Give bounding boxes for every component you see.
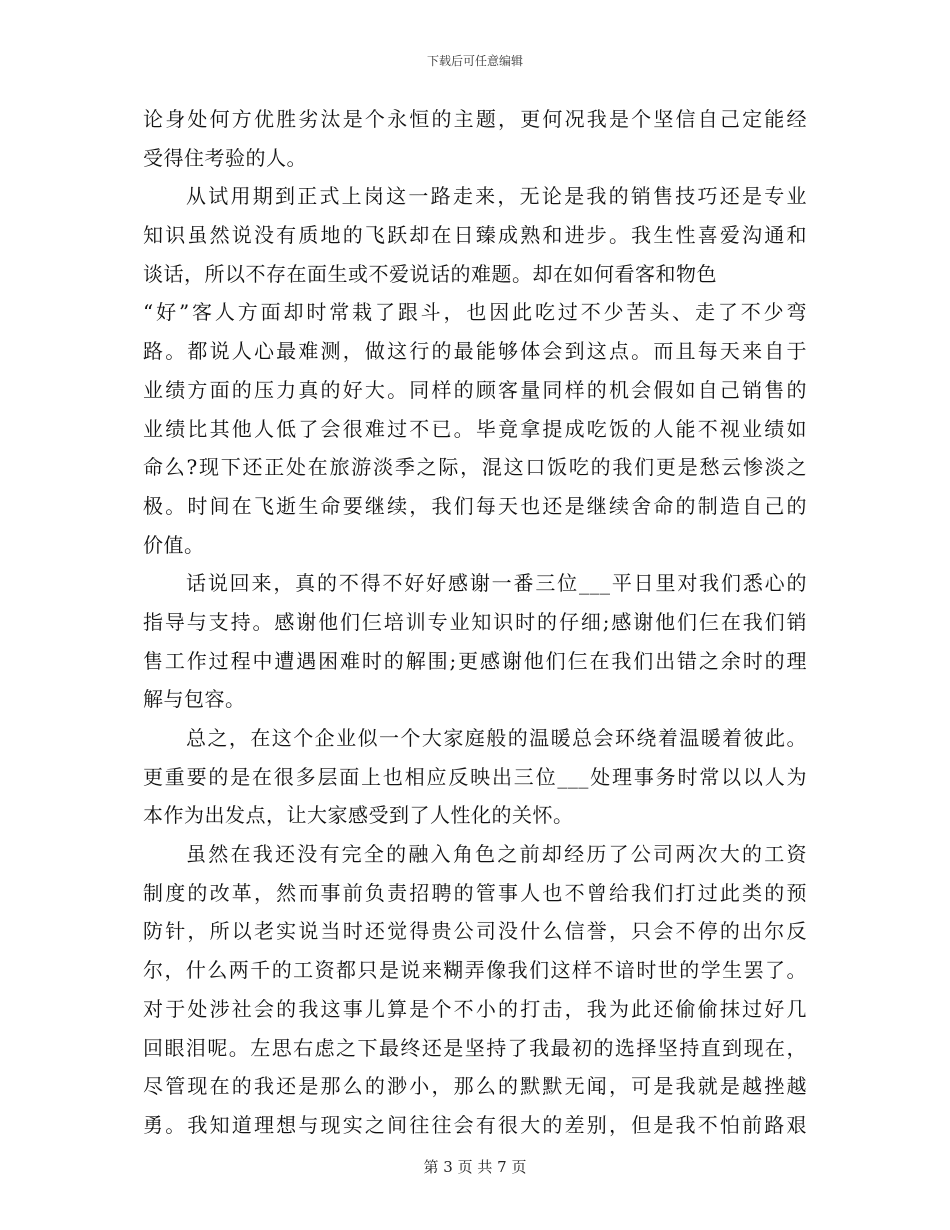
text-line: 知识虽然说没有质地的飞跃却在日臻成熟和进步。我生性喜爱沟通和 — [143, 223, 807, 248]
text-line: 虽然在我还没有完全的融入角色之前却经历了公司两次大的工资 — [186, 842, 807, 867]
text-line: 回眼泪呢。左思右虑之下最终还是坚持了我最初的选择坚持直到现在， — [143, 1035, 807, 1060]
text-line: 更重要的是在很多层面上也相应反映出三位___处理事务时常以以人为 — [143, 764, 807, 789]
text-line: 总之，在这个企业似一个大家庭般的温暖总会环绕着温暖着彼此。 — [186, 726, 807, 750]
text-line: 话说回来，真的不得不好好感谢一番三位___平日里对我们悉心的 — [186, 571, 807, 596]
text-line: 路。都说人心最难测，做这行的最能够体会到这点。而且每天来自于 — [143, 339, 807, 364]
text-line: 勇。我知道理想与现实之间往往会有很大的差别，但是我不怕前路艰 — [143, 1112, 807, 1137]
text-line: 制度的改革，然而事前负责招聘的管事人也不曾给我们打过此类的预 — [143, 880, 807, 905]
text-line: 对于处涉社会的我这事儿算是个不小的打击，我为此还偷偷抹过好几 — [143, 996, 807, 1021]
text-line: 从试用期到正式上岗这一路走来，无论是我的销售技巧还是专业 — [186, 184, 807, 209]
text-line: 售工作过程中遭遇困难时的解围;更感谢他们仨在我们出错之余时的理 — [143, 648, 807, 673]
text-line: 命么?现下还正处在旅游淡季之际，混这口饭吃的我们更是愁云惨淡之 — [143, 455, 807, 480]
page-footer: 第 3 页 共 7 页 — [423, 1158, 527, 1176]
text-line: 尔，什么两千的工资都只是说来糊弄像我们这样不谙时世的学生罢了。 — [143, 958, 807, 983]
page-header: 下载后可任意编辑 — [426, 54, 523, 68]
text-line: 论身处何方优胜劣汰是个永恒的主题，更何况我是个坚信自己定能经 — [143, 107, 807, 131]
text-line: 业绩方面的压力真的好大。同样的顾客量同样的机会假如自己销售的 — [143, 377, 807, 402]
document-body — [143, 100, 807, 1145]
text-line: 本作为出发点，让大家感受到了人性化的关怀。 — [143, 803, 574, 828]
text-line: 受得住考验的人。 — [143, 145, 307, 170]
text-line: 尽管现在的我还是那么的渺小，那么的默默无闻，可是我就是越挫越 — [143, 1074, 807, 1099]
text-line: 防针，所以老实说当时还觉得贵公司没什么信誉，只会不停的出尔反 — [143, 919, 807, 944]
text-line: 解与包容。 — [143, 687, 246, 712]
text-line: “好”客人方面却时常栽了跟斗，也因此吃过不少苦头、走了不少弯 — [143, 300, 807, 325]
text-line: 价值。 — [143, 532, 205, 557]
text-line: 极。时间在飞逝生命要继续，我们每天也还是继续舍命的制造自己的 — [143, 493, 807, 518]
text-line: 业绩比其他人低了会很难过不已。毕竟拿提成吃饭的人能不视业绩如 — [143, 416, 807, 441]
text-line: 指导与支持。感谢他们仨培训专业知识时的仔细;感谢他们仨在我们销 — [143, 609, 807, 634]
text-line: 谈话，所以不存在面生或不爱说话的难题。却在如何看客和物色 — [143, 261, 717, 286]
